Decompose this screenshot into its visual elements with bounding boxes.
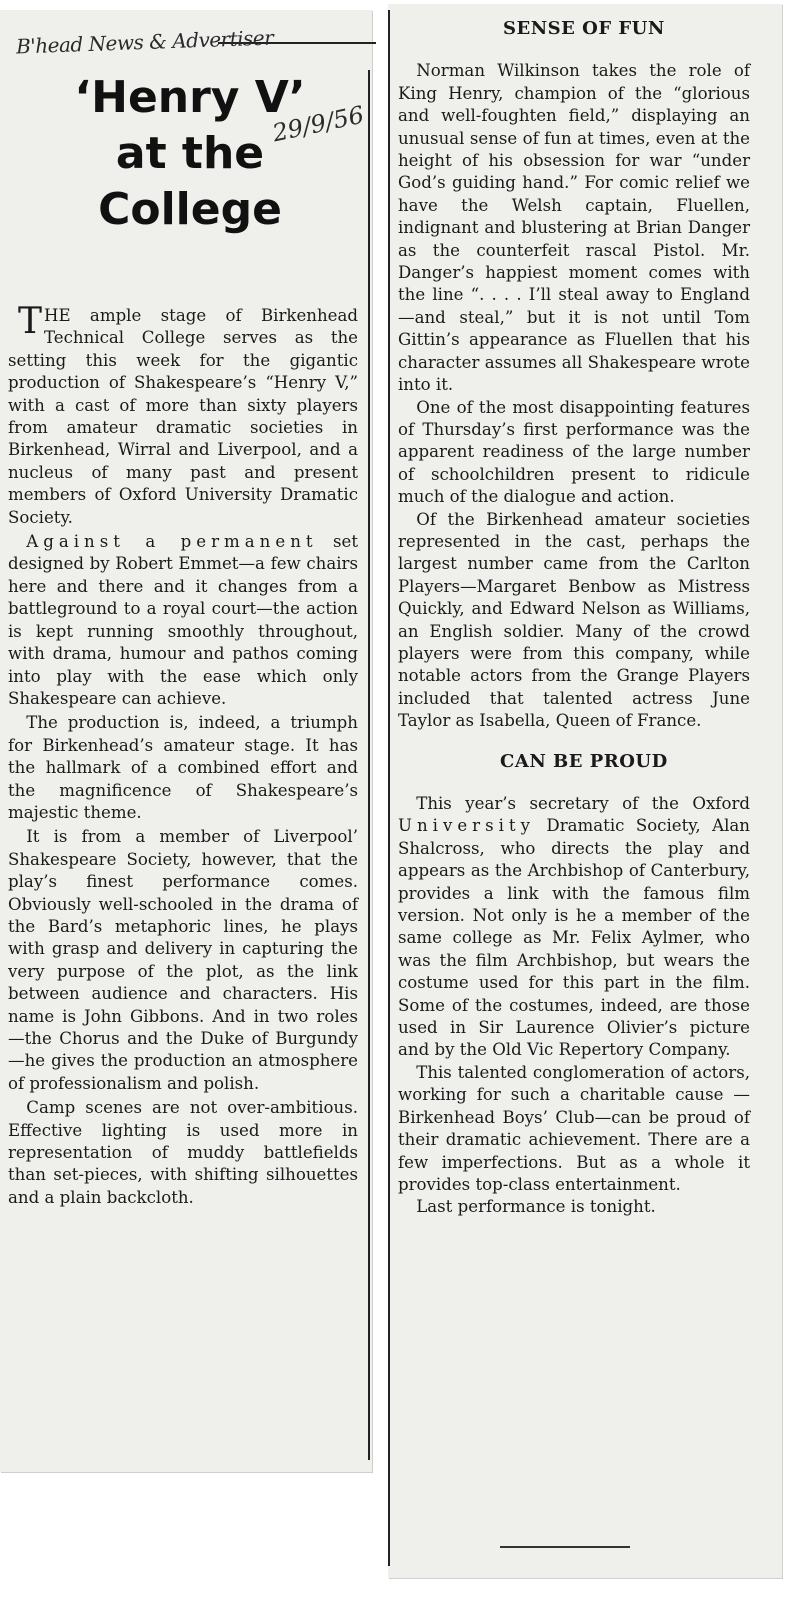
- paragraph-wilkinson: Norman Wilkinson takes the role of King Henry, champion of the “glorious and well-foughten field,” displaying an unusual sense of fun at times, even at the height of his obsession for war “under God’s guiding hand.” For comic relief we have the Welsh captain, Fluellen, indignant and blustering at Brian Danger as the counterfeit rascal Pistol. Mr. Danger’s happiest moment comes with the line “. . . . I’ll steal away to England —and steal,” but it is not until Tom Gittin’s appearance as Fluellen that his character assumes all Shakespeare wrote into it.: [398, 61, 750, 395]
- paragraph-shalcross-a: This year’s secretary of the Oxford: [416, 794, 750, 813]
- paragraph-set-text: set designed by Robert Emmet—a few chairs here and there and it changes from a battleground to a royal court—the action is kept running smoothly throughout, with drama, humour and pathos coming into play with the ease which only Shakespeare can achieve.: [8, 532, 358, 708]
- subheading-sense-of-fun: SENSE OF FUN: [502, 18, 665, 39]
- drop-cap: T: [18, 301, 43, 342]
- paragraph-carlton-players: Of the Birkenhead amateur societies represented in the cast, perhaps the largest number came from the Carlton Players—Margaret Benbow as Mistress Quickly, and Edward Nelson as Williams, an English soldier. Many of the crowd players were from this company, while notable actors from the Grange Players included that talented actress June Taylor as Isabella, Queen of France.: [398, 509, 750, 731]
- right-column-body: [398, 18, 750, 1219]
- paragraph-camp-scenes: Camp scenes are not over-ambitious. Effective lighting is used more in representation of muddy battlefields than set-pieces, with shifting silhouettes and a plain backcloth.: [8, 1098, 358, 1207]
- spaced-text: University: [398, 816, 535, 836]
- paragraph-conglomeration: This talented conglomeration of actors, working for such a charitable cause — Birkenhead Boys’ Club—can be proud of their dramatic achievement. There are a few imperfections. But as a whole it provides top-class entertainment.: [398, 1062, 750, 1194]
- headline-line-3: College: [98, 184, 282, 235]
- spaced-text: Against a permanent: [26, 532, 318, 552]
- subheading-can-be-proud: CAN BE PROUD: [500, 750, 668, 772]
- paragraph-set: [8, 531, 358, 710]
- handwritten-source-note: B'head News & Advertiser: [15, 25, 274, 59]
- left-column-body: [8, 301, 358, 1209]
- paragraph-schoolchildren: One of the most disappointing features of Thursday’s first performance was the apparent readiness of the large number of schoolchildren present to ridicule much of the dialogue and action.: [398, 397, 750, 507]
- handwritten-date-note: 29/9/56: [270, 100, 367, 148]
- paragraph-gibbons: It is from a member of Liverpool’ Shakespeare Society, however, that the play’s finest performance comes. Obviously well-schooled in the drama of the Bard’s metaphoric lines, he plays with grasp and delivery in capturing the very purpose of the plot, as the link between audience and characters. His name is John Gibbons. And in two roles —the Chorus and the Duke of Burgundy—he gives the production an atmosphere of professionalism and polish.: [8, 827, 358, 1093]
- column-rule-left: [368, 70, 370, 1460]
- paragraph-last-performance: Last performance is tonight.: [416, 1197, 656, 1217]
- article-headline: [10, 70, 370, 238]
- column-rule-right: [388, 10, 390, 1566]
- headline-line-2: at the: [115, 128, 265, 179]
- end-rule: [500, 1546, 630, 1548]
- headline-line-1: ‘Henry V’: [74, 72, 306, 123]
- paragraph-intro-text: HE ample stage of Birkenhead Technical College serves as the setting this week for the gigantic production of Shakespeare’s “Henry V,” with a cast of more than sixty players from amateur dramatic societies in Birkenhead, Wirral and Liverpool, and a nucleus of many past and present members of Oxford University Dramatic Society.: [8, 306, 358, 527]
- paragraph-intro: [8, 301, 358, 529]
- paragraph-shalcross-b: Dramatic Society, Alan Shalcross, who directs the play and appears as the Archbishop of Canterbury, provides a link with the famous film version. Not only is he a member of the same college as Mr. Felix Aylmer, who was the film Archbishop, but wears the costume used for this part in the film. Some of the costumes, indeed, are those used in Sir Laurence Olivier’s picture and by the Old Vic Repertory Company.: [398, 816, 750, 1060]
- paragraph-shalcross: [398, 793, 750, 1062]
- paragraph-triumph: The production is, indeed, a triumph for Birkenhead’s amateur stage. It has the hallmark of a combined effort and the magnificence of Shakespeare’s majestic theme.: [8, 713, 358, 822]
